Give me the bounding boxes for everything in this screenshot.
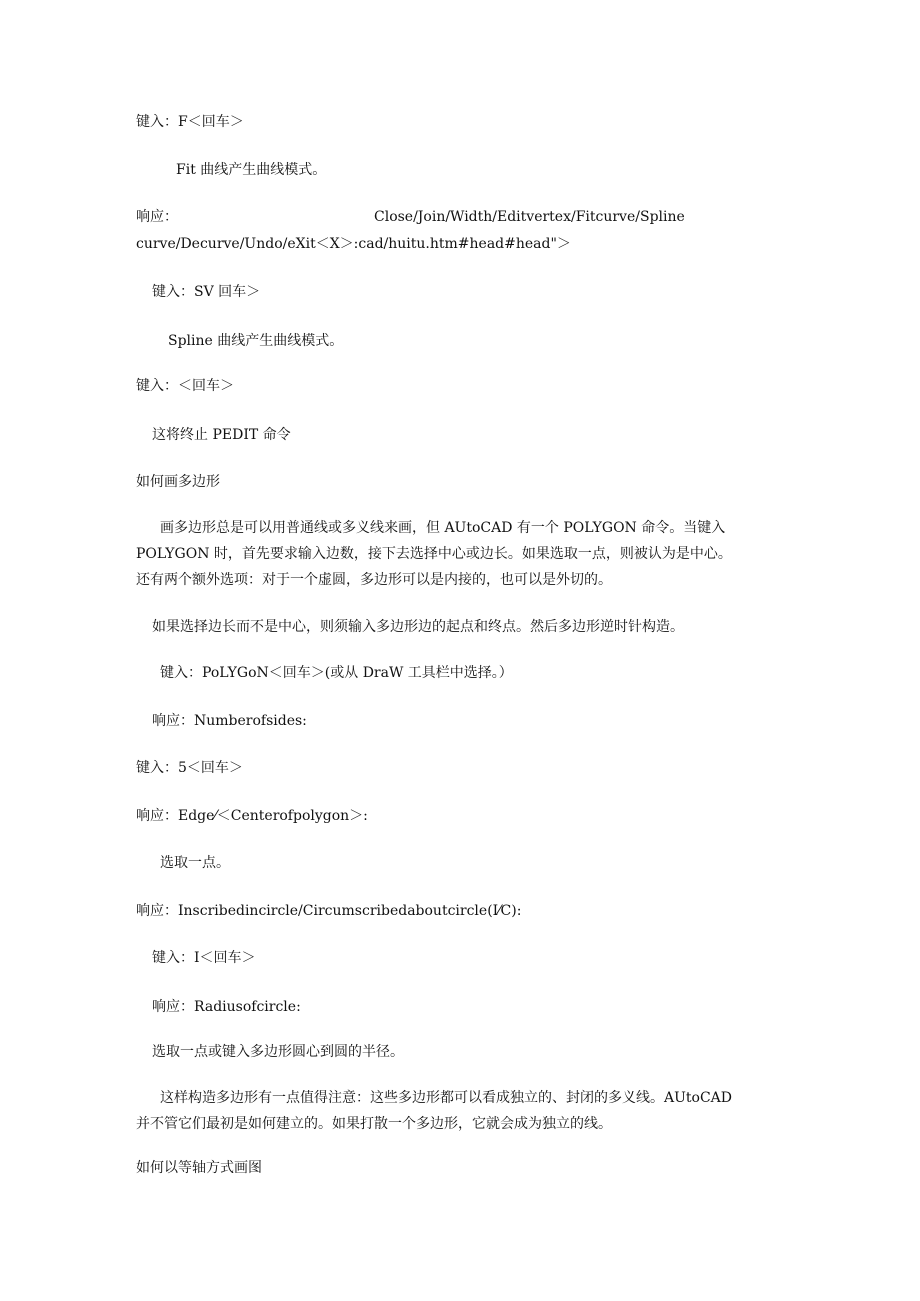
text-line: 响应：Radiusofcircle: — [152, 999, 301, 1015]
text-line: 选取一点。 — [160, 855, 230, 871]
text-line: 响应：Inscribedincircle/Circumscribedaboutcircle(I⁄C): — [136, 903, 522, 919]
text-line: Fit 曲线产生曲线模式。 — [176, 162, 327, 178]
response-label: 响应： — [136, 209, 178, 225]
paragraph-row: 这样构造多边形有一点值得注意：这些多边形都可以看成独立的、封闭的多义线。AUtoCAD — [160, 1090, 733, 1106]
section-heading: 如何画多边形 — [136, 474, 220, 490]
text-line: Spline 曲线产生曲线模式。 — [168, 333, 344, 349]
text-line: 键入：＜回车＞ — [136, 378, 234, 394]
text-line: 键入：5＜回车＞ — [136, 760, 243, 776]
text-line: 响应：Numberofsides: — [152, 713, 307, 729]
text-line: 如果选择边长而不是中心，则须输入多边形边的起点和终点。然后多边形逆时针构造。 — [152, 619, 684, 635]
paragraph — [136, 1085, 786, 1137]
paragraph-row: 还有两个额外选项：对于一个虚圆，多边形可以是内接的，也可以是外切的。 — [136, 572, 612, 588]
text-line: 选取一点或键入多边形圆心到圆的半径。 — [152, 1044, 404, 1060]
text-line: 响应：Edge⁄＜Centerofpolygon＞: — [136, 808, 368, 824]
response-value: Close/Join/Width/Editvertex/Fitcurve/Spline — [374, 209, 685, 225]
paragraph — [136, 515, 786, 593]
text-line: curve/Decurve/Undo/eXit＜X＞:cad/huitu.htm#head#head"＞ — [136, 236, 571, 252]
text-line: 键入：SV 回车＞ — [152, 284, 261, 300]
paragraph-row: 画多边形总是可以用普通线或多义线来画，但 AUtoCAD 有一个 POLYGON 命令。当键入 — [160, 520, 726, 536]
text-line: 键入：I＜回车＞ — [152, 950, 256, 966]
text-line: 键入：F＜回车＞ — [136, 114, 244, 130]
response-line — [136, 207, 685, 227]
section-heading: 如何以等轴方式画图 — [136, 1160, 262, 1176]
paragraph-row: POLYGON 时，首先要求输入边数，接下去选择中心或边长。如果选取一点，则被认为是中心。 — [136, 546, 732, 562]
text-line: 这将终止 PEDIT 命令 — [152, 427, 291, 443]
paragraph-row: 并不管它们最初是如何建立的。如果打散一个多边形，它就会成为独立的线。 — [136, 1116, 612, 1132]
text-line: 键入：PoLYGoN＜回车＞(或从 DraW 工具栏中选择。） — [160, 665, 513, 681]
